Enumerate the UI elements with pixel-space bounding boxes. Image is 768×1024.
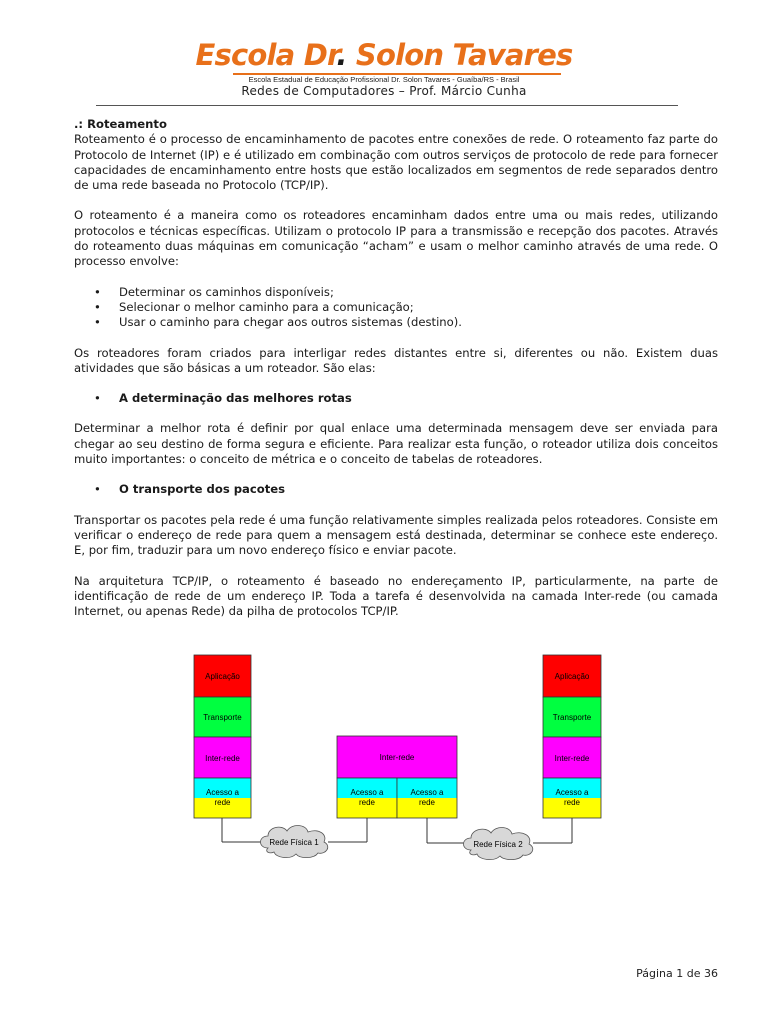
bullet-icon: •	[94, 482, 101, 497]
layer-label: rede	[563, 798, 581, 807]
school-logo	[196, 38, 573, 72]
bullet-icon: •	[94, 391, 101, 406]
tcpip-routing-diagram	[190, 652, 605, 862]
list-item: • Selecionar o melhor caminho para a comunicação;	[94, 299, 414, 314]
paragraph-3: Os roteadores foram criados para interligar redes distantes entre si, diferentes ou não. Existem duas atividades que são básicas a um roteador. São elas:	[74, 345, 718, 375]
layer-label: Transporte	[552, 713, 592, 722]
paragraph-5: Transportar os pacotes pela rede é uma função relativamente simples realizada pelos roteadores. Consiste em verificar o endereço de rede para quem a mensagem está destinada, determinar se conhece este endereço. E, por fim, traduzir para um novo endereço físico e enviar pacote.	[74, 512, 718, 558]
bullet-icon: •	[94, 299, 101, 314]
paragraph-1: Roteamento é o processo de encaminhamento de pacotes entre conexões de rede. O roteamento faz parte do Protocolo de Internet (IP) e é utilizado em combinação com outros serviços de protocolo de rede para fornecer capacidades de encaminhamento entre hosts que estão localizados em segmentos de rede separados dentro de uma rede baseada no Protocolo (TCP/IP).	[74, 132, 718, 193]
host-stack-left	[194, 655, 251, 818]
network-cloud-2	[464, 827, 533, 859]
paragraph-4: Determinar a melhor rota é definir por qual enlace uma determinada mensagem deve ser enviada para chegar ao seu destino de forma segura e eficiente. Para realizar esta função, o roteador utiliza dois conceitos muito importantes: o conceito de métrica e o conceito de tabelas de roteadores.	[74, 421, 718, 467]
subtitle-packet-transport: • O transporte dos pacotes	[94, 482, 286, 497]
network-label: Rede Física 1	[269, 838, 319, 847]
layer-label: Acesso a	[350, 788, 384, 797]
layer-label: rede	[214, 798, 231, 807]
document-body	[74, 117, 718, 619]
section-title: .: Roteamento	[74, 117, 167, 131]
list-item: • Usar o caminho para chegar aos outros sistemas (destino).	[94, 315, 462, 330]
layer-label: Inter-rede	[554, 754, 590, 763]
paragraph-6: Na arquitetura TCP/IP, o roteamento é baseado no endereçamento IP, particularmente, na parte de identificação de rede de um endereço IP. Toda a tarefa é desenvolvida na camada Inter-rede (ou camada Internet, ou apenas Rede) da pilha de protocolos TCP/IP.	[74, 573, 718, 619]
paragraph-2: O roteamento é a maneira como os roteadores encaminham dados entre uma ou mais redes, utilizando protocolos e técnicas específicas. Utilizam o protocolo IP para a transmissão e recepção dos pacotes. Através do roteamento duas máquinas em comunicação “acham” e usam o melhor caminho através de uma rede. O processo envolve:	[74, 208, 718, 269]
router-stack	[337, 736, 457, 818]
process-steps-list	[74, 285, 718, 331]
logo-text-part1: Escola Dr	[195, 38, 337, 72]
logo-dot: .	[336, 38, 347, 72]
layer-label: Aplicação	[554, 672, 590, 681]
layer-label: rede	[358, 798, 376, 807]
course-title: Redes de Computadores – Prof. Márcio Cunha	[241, 84, 527, 98]
network-cloud-1	[261, 825, 328, 857]
list-item: • Determinar os caminhos disponíveis;	[94, 284, 334, 299]
page-header	[0, 38, 768, 72]
layer-label: Acesso a	[555, 788, 589, 797]
school-subtitle: Escola Estadual de Educação Profissional Dr. Solon Tavares - Guaíba/RS - Brasil	[248, 75, 520, 84]
bullet-icon: •	[94, 315, 101, 330]
header-divider	[96, 105, 678, 106]
layer-label: Inter-rede	[379, 753, 415, 762]
layer-label: rede	[418, 798, 436, 807]
subtitle-best-routes: • A determinação das melhores rotas	[94, 391, 352, 406]
network-label: Rede Física 2	[473, 840, 523, 849]
bullet-icon: •	[94, 284, 101, 299]
page-number: Página 1 de 36	[636, 967, 718, 980]
layer-label: Aplicação	[205, 672, 240, 681]
layer-label: Acesso a	[206, 788, 239, 797]
layer-label: Inter-rede	[205, 754, 240, 763]
logo-text-part2: Solon Tavares	[346, 38, 573, 72]
layer-label: Transporte	[203, 713, 242, 722]
host-stack-right	[543, 655, 601, 818]
layer-label: Acesso a	[410, 788, 444, 797]
